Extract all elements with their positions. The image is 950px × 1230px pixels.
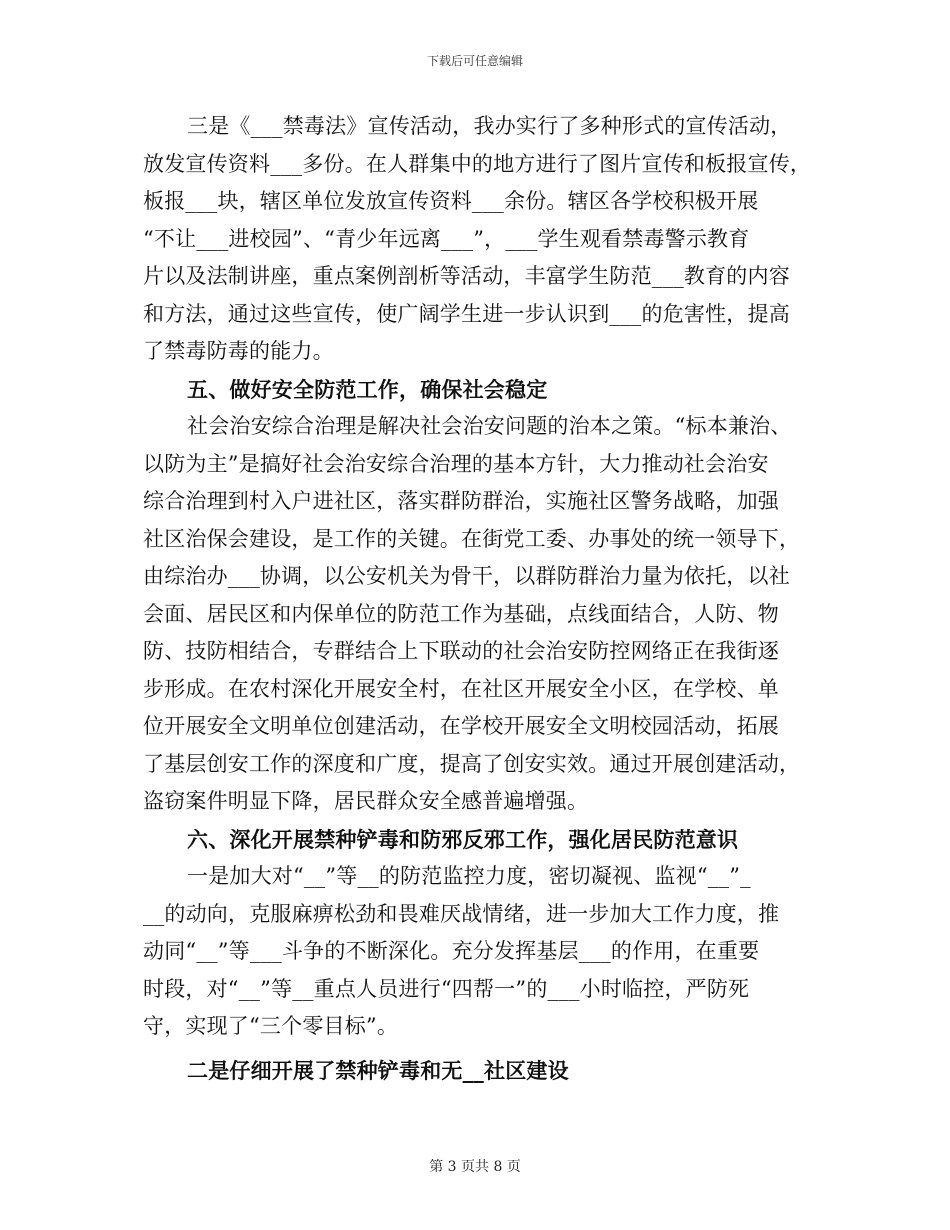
paragraph-line: 社区治保会建设，是工作的关键。在街党工委、办事处的统一领导下， (143, 526, 801, 551)
paragraph-line: 盗窃案件明显下降，居民群众安全感普遍增强。 (143, 789, 589, 813)
paragraph-line: 了禁毒防毒的能力。 (143, 339, 334, 363)
paragraph-line: 综合治理到村入户进社区，落实群防群治，实施社区警务战略，加强 (143, 489, 779, 513)
paragraph-line: 和方法，通过这些宣传，使广阔学生进一步认识到___的危害性，提高 (143, 301, 790, 326)
paragraph-line: 板报___块，辖区单位发放宣传资料___余份。辖区各学校积极开展 (143, 189, 759, 213)
paragraph-line: 由综治办___协调，以公安机关为骨干，以群防群治力量为依托，以社 (143, 564, 790, 588)
paragraph-line: 守，实现了“三个零目标”。 (143, 1014, 399, 1038)
paragraph-line: 了基层创安工作的深度和广度，提高了创安实效。通过开展创建活动， (143, 751, 801, 776)
paragraph-line: 时段，对“__”等__重点人员进行“四帮一”的___小时临控，严防死 (143, 976, 750, 1001)
paragraph-line: __的动向，克服麻痹松劲和畏难厌战情绪，进一步加大工作力度，推 (143, 901, 780, 926)
paragraph-line: 放发宣传资料___多份。在人群集中的地方进行了图片宣传和板报宣传， (143, 151, 812, 176)
paragraph-line: 社会治安综合治理是解决社会治安问题的治本之策。“标本兼治、 (187, 414, 792, 438)
paragraph-line: 会面、居民区和内保单位的防范工作为基础，点线面结合，人防、物 (143, 601, 779, 626)
paragraph-line: “不让___进校园”、“青少年远离___”，___学生观看禁毒警示教育 (143, 226, 750, 251)
page-number: 第 3 页共 8 页 (429, 1159, 521, 1175)
paragraph-line: 片以及法制讲座，重点案例剖析等活动，丰富学生防范___教育的内容 (143, 264, 790, 288)
paragraph-line: 三是《___禁毒法》宣传活动，我办实行了多种形式的宣传活动， (187, 114, 792, 138)
paragraph-line: 步形成。在农村深化开展安全村，在社区开展安全小区，在学校、单 (143, 676, 779, 701)
section-heading: 六、深化开展禁种铲毒和防邪反邪工作，强化居民防范意识 (187, 826, 739, 852)
section-heading: 五、做好安全防范工作，确保社会稳定 (187, 376, 548, 402)
paragraph-line: 位开展安全文明单位创建活动，在学校开展安全文明校园活动，拓展 (143, 714, 779, 738)
sub-heading: 二是仔细开展了禁种铲毒和无__社区建设 (187, 1057, 569, 1083)
document-body (143, 108, 813, 1089)
paragraph-line: 防、技防相结合，专群结合上下联动的社会治安防控网络正在我街逐 (143, 639, 779, 663)
paragraph-line: 一是加大对“__”等__的防范监控力度，密切凝视、监视“__”_ (187, 864, 751, 888)
paragraph-line: 以防为主”是搞好社会治安综合治理的基本方针，大力推动社会治安 (143, 451, 769, 476)
page-header: 下载后可任意编辑 (426, 54, 523, 68)
paragraph-line: 动同“__”等___斗争的不断深化。充分发挥基层___的作用，在重要 (143, 939, 760, 963)
